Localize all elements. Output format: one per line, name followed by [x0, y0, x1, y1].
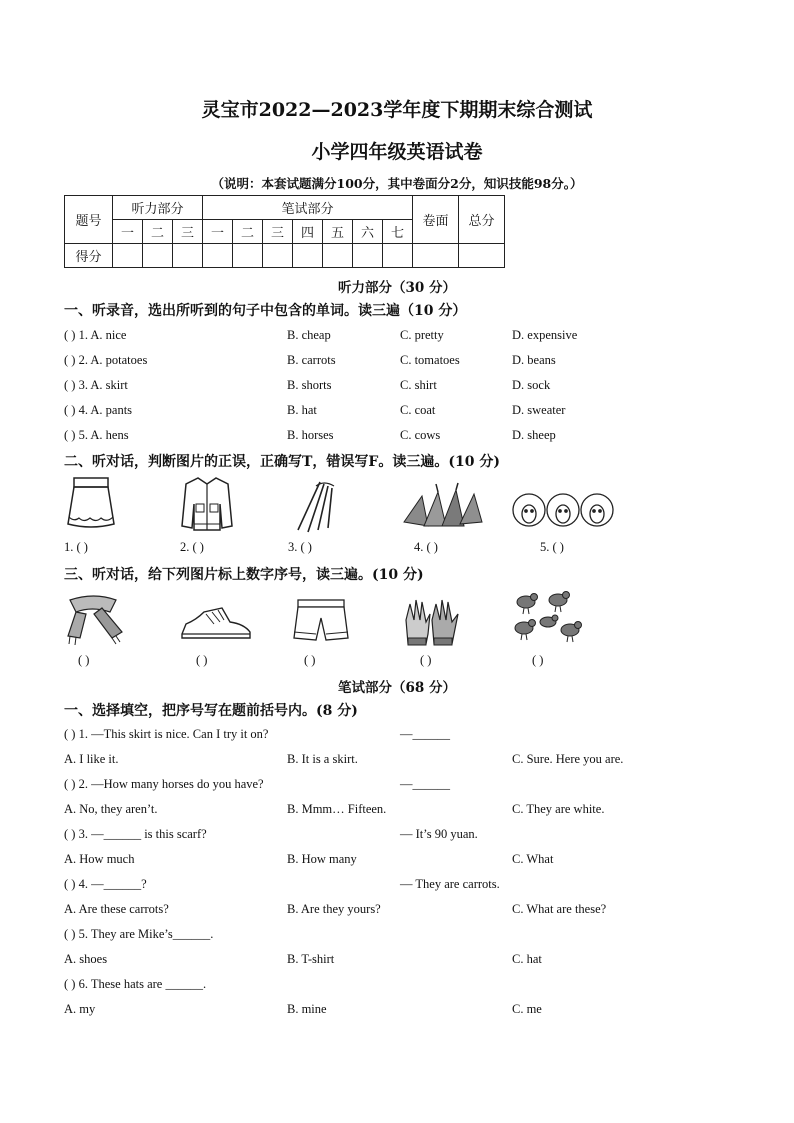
- score-cell[interactable]: [233, 244, 263, 268]
- sheep-picture: [511, 488, 617, 532]
- l1-q1-c: C. pretty: [400, 328, 444, 342]
- col-written-7: 七: [383, 220, 413, 244]
- l3-caption-5: ( ): [532, 653, 544, 667]
- score-cell[interactable]: [143, 244, 173, 268]
- l1-q3-b: B. shorts: [287, 378, 332, 392]
- w1-q5-a: A. shoes: [64, 952, 108, 966]
- sticks-picture: [290, 478, 340, 534]
- gloves-picture: [400, 594, 466, 648]
- score-cell[interactable]: [263, 244, 293, 268]
- col-written-1: 一: [203, 220, 233, 244]
- l2-caption-4: 4. ( ): [414, 540, 438, 554]
- l2-caption-5: 5. ( ): [540, 540, 564, 554]
- exam-title: 灵宝市2022—2023学年度下期期末综合测试: [201, 99, 593, 121]
- score-table: [64, 195, 505, 268]
- l2-caption-3: 3. ( ): [288, 540, 312, 554]
- l2-caption-2: 2. ( ): [180, 540, 204, 554]
- col-written-2: 二: [233, 220, 263, 244]
- l1-q3-c: C. shirt: [400, 378, 437, 392]
- l3-caption-2: ( ): [196, 653, 208, 667]
- w1-q4-c: C. What are these?: [512, 902, 607, 916]
- w1-q2-c: C. They are white.: [512, 802, 605, 816]
- score-cell[interactable]: [353, 244, 383, 268]
- label-score: 得分: [65, 244, 113, 268]
- score-cell[interactable]: [383, 244, 413, 268]
- l1-q5-b: B. horses: [287, 428, 334, 442]
- l1-q2-b: B. carrots: [287, 353, 336, 367]
- l1-q3: ( ) 3. A. skirt: [64, 378, 128, 392]
- w1-q4-a: A. Are these carrots?: [64, 902, 169, 916]
- shorts-picture: [292, 598, 350, 644]
- l1-q2-d: D. beans: [512, 353, 556, 367]
- w1-q1-b: B. It is a skirt.: [287, 752, 358, 766]
- scarf-picture: [64, 592, 126, 646]
- w1-q6-a: A. my: [64, 1002, 96, 1016]
- hens-picture: [512, 588, 584, 644]
- l1-q4: ( ) 4. A. pants: [64, 403, 133, 417]
- score-cell[interactable]: [203, 244, 233, 268]
- l1-q4-c: C. coat: [400, 403, 436, 417]
- l1-q5-c: C. cows: [400, 428, 441, 442]
- col-listening-3: 三: [173, 220, 203, 244]
- w1-q5: ( ) 5. They are Mike’s______.: [64, 927, 214, 941]
- exam-note: （说明：本套试题满分100分，其中卷面分2分，知识技能98分。）: [211, 176, 583, 191]
- l1-q2: ( ) 2. A. potatoes: [64, 353, 148, 367]
- listening-part1-heading: 一、听录音，选出所听到的句子中包含的单词。读三遍（10 分）: [64, 303, 467, 319]
- w1-q1: ( ) 1. —This skirt is nice. Can I try it on?: [64, 727, 269, 741]
- col-written-5: 五: [323, 220, 353, 244]
- score-cell[interactable]: [173, 244, 203, 268]
- score-cell[interactable]: [413, 244, 459, 268]
- score-cell[interactable]: [323, 244, 353, 268]
- written-part1-heading: 一、选择填空，把序号写在题前括号内。(8 分): [64, 703, 358, 719]
- w1-q2: ( ) 2. —How many horses do you have?: [64, 777, 264, 791]
- w1-q3-answer: — It’s 90 yuan.: [400, 827, 478, 841]
- w1-q4: ( ) 4. —______?: [64, 877, 147, 891]
- w1-q1-c: C. Sure. Here you are.: [512, 752, 624, 766]
- w1-q5-b: B. T-shirt: [287, 952, 335, 966]
- w1-q3-a: A. How much: [64, 852, 135, 866]
- l1-q1-d: D. expensive: [512, 328, 578, 342]
- w1-q2-answer: —______: [400, 777, 450, 791]
- w1-q1-answer: —______: [400, 727, 450, 741]
- sneaker-picture: [178, 604, 254, 644]
- l3-caption-3: ( ): [304, 653, 316, 667]
- col-listening-2: 二: [143, 220, 173, 244]
- written-heading: 笔试部分（68 分）: [338, 680, 456, 696]
- exam-subtitle: 小学四年级英语试卷: [311, 141, 483, 163]
- label-listening: 听力部分: [113, 196, 203, 220]
- l1-q5: ( ) 5. A. hens: [64, 428, 129, 442]
- label-total: 总分: [459, 196, 505, 244]
- l1-q1: ( ) 1. A. nice: [64, 328, 127, 342]
- w1-q1-a: A. I like it.: [64, 752, 119, 766]
- umbrellas-picture: [402, 482, 484, 534]
- listening-part3-heading: 三、听对话，给下列图片标上数字序号，读三遍。(10 分): [64, 567, 424, 583]
- l1-q4-b: B. hat: [287, 403, 317, 417]
- label-question-number: 题号: [65, 196, 113, 244]
- l3-caption-1: ( ): [78, 653, 90, 667]
- w1-q4-b: B. Are they yours?: [287, 902, 381, 916]
- l1-q2-c: C. tomatoes: [400, 353, 460, 367]
- l2-caption-1: 1. ( ): [64, 540, 88, 554]
- label-written: 笔试部分: [203, 196, 413, 220]
- w1-q4-answer: — They are carrots.: [400, 877, 500, 891]
- col-written-6: 六: [353, 220, 383, 244]
- w1-q6: ( ) 6. These hats are ______.: [64, 977, 207, 991]
- l1-q3-d: D. sock: [512, 378, 551, 392]
- col-written-4: 四: [293, 220, 323, 244]
- label-neatness: 卷面: [413, 196, 459, 244]
- w1-q6-c: C. me: [512, 1002, 542, 1016]
- w1-q6-b: B. mine: [287, 1002, 327, 1016]
- listening-part2-heading: 二、听对话，判断图片的正误，正确写T，错误写F。读三遍。(10 分): [64, 454, 500, 470]
- w1-q5-c: C. hat: [512, 952, 542, 966]
- col-listening-1: 一: [113, 220, 143, 244]
- score-cell[interactable]: [113, 244, 143, 268]
- l1-q5-d: D. sheep: [512, 428, 556, 442]
- w1-q3: ( ) 3. —______ is this scarf?: [64, 827, 207, 841]
- l1-q1-b: B. cheap: [287, 328, 331, 342]
- skirt-picture: [66, 474, 116, 534]
- w1-q3-c: C. What: [512, 852, 554, 866]
- score-cell[interactable]: [293, 244, 323, 268]
- jacket-picture: [180, 474, 234, 534]
- col-written-3: 三: [263, 220, 293, 244]
- w1-q3-b: B. How many: [287, 852, 357, 866]
- w1-q2-b: B. Mmm… Fifteen.: [287, 802, 387, 816]
- w1-q2-a: A. No, they aren’t.: [64, 802, 158, 816]
- l3-caption-4: ( ): [420, 653, 432, 667]
- listening-heading: 听力部分（30 分）: [338, 280, 456, 296]
- l1-q4-d: D. sweater: [512, 403, 566, 417]
- score-cell[interactable]: [459, 244, 505, 268]
